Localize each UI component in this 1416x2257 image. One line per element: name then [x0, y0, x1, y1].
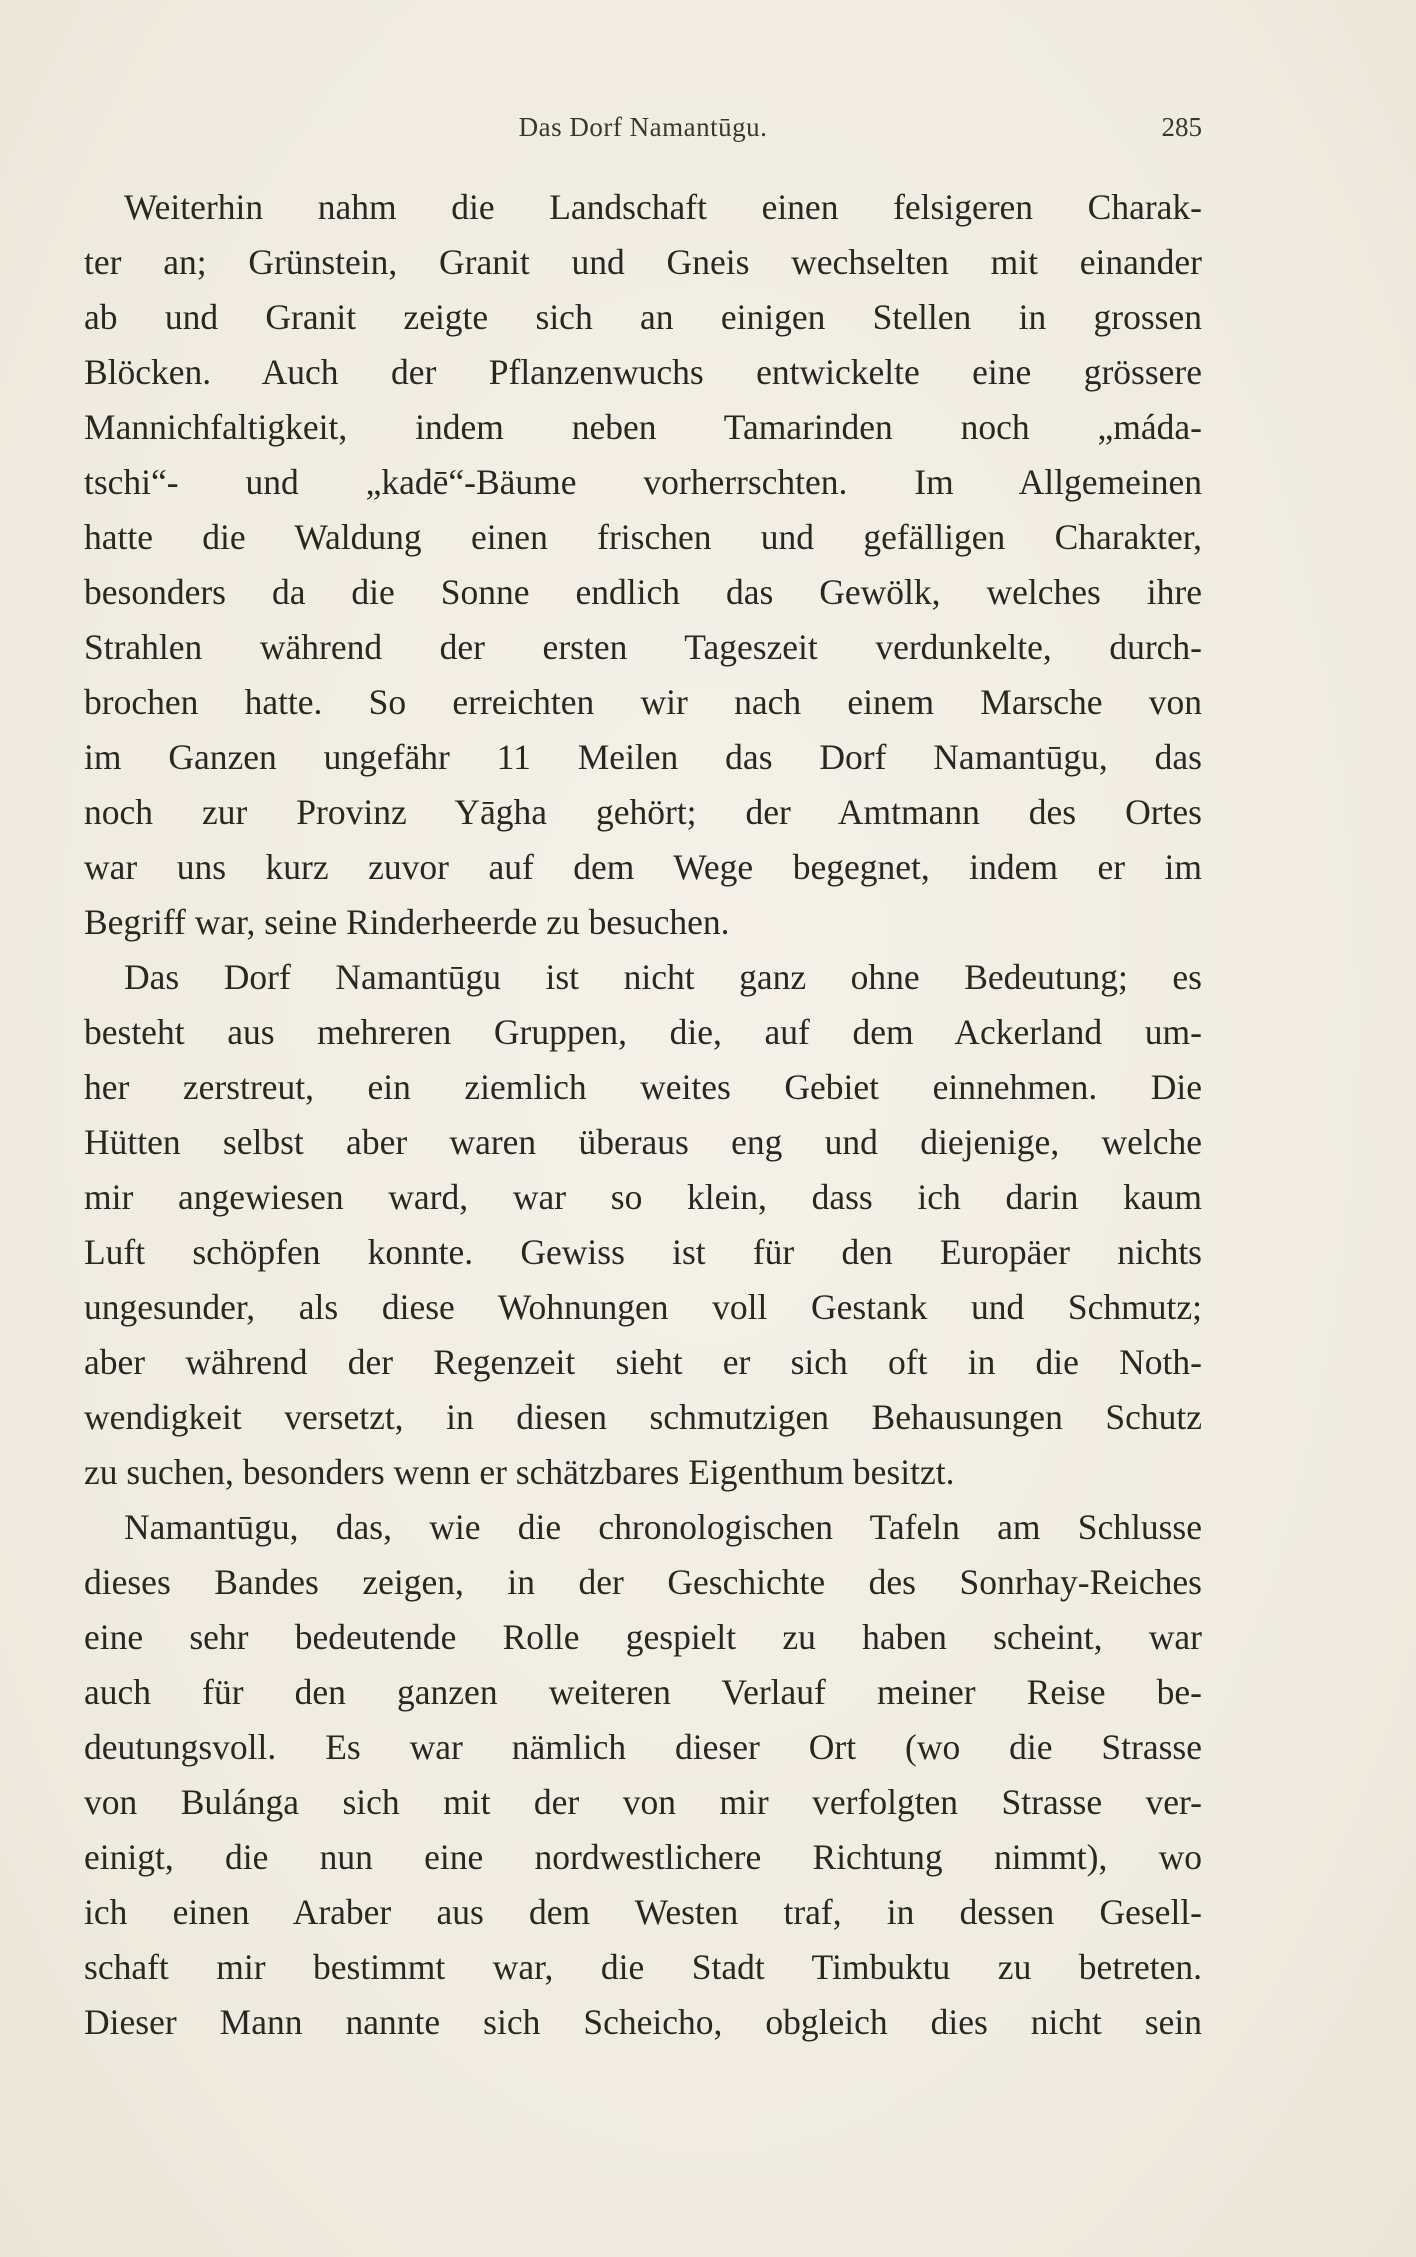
body-text [84, 180, 1202, 2050]
text-line: Begriff war, seine Rinderheerde zu besuchen. [84, 902, 730, 942]
text-line: schaft mir bestimmt war, die Stadt Timbuktu zu betreten. [84, 1947, 1202, 1987]
text-line: besonders da die Sonne endlich das Gewölk, welches ihre [84, 572, 1202, 612]
text-line: von Bulánga sich mit der von mir verfolgten Strasse ver- [84, 1782, 1202, 1822]
text-line: Blöcken. Auch der Pflanzenwuchs entwickelte eine grössere [84, 352, 1202, 392]
text-line: zu suchen, besonders wenn er schätzbares Eigenthum besitzt. [84, 1452, 955, 1492]
text-line: ich einen Araber aus dem Westen traf, in dessen Gesell- [84, 1892, 1202, 1932]
text-line: noch zur Provinz Yāgha gehört; der Amtmann des Ortes [84, 792, 1202, 832]
text-line: Namantūgu, das, wie die chronologischen Tafeln am Schlusse [124, 1507, 1202, 1547]
text-line: ter an; Grünstein, Granit und Gneis wechselten mit einander [84, 242, 1202, 282]
text-line: hatte die Waldung einen frischen und gefälligen Charakter, [84, 517, 1202, 557]
page-number: 285 [1161, 112, 1202, 142]
text-line: Dieser Mann nannte sich Scheicho, obgleich dies nicht sein [84, 2002, 1202, 2042]
text-line: tschi“- und „kadē“-Bäume vorherrschten. Im Allgemeinen [84, 462, 1202, 502]
text-line: dieses Bandes zeigen, in der Geschichte des Sonrhay-Reiches [84, 1562, 1202, 1602]
text-line: Mannichfaltigkeit, indem neben Tamarinden noch „máda- [84, 407, 1202, 447]
text-line: her zerstreut, ein ziemlich weites Gebiet einnehmen. Die [84, 1067, 1202, 1107]
text-line: ab und Granit zeigte sich an einigen Stellen in grossen [84, 297, 1202, 337]
text-line: mir angewiesen ward, war so klein, dass ich darin kaum [84, 1177, 1202, 1217]
text-line: einigt, die nun eine nordwestlichere Richtung nimmt), wo [84, 1837, 1202, 1877]
running-title: Das Dorf Namantūgu. [518, 112, 768, 142]
text-line: deutungsvoll. Es war nämlich dieser Ort (wo die Strasse [84, 1727, 1202, 1767]
text-line: Luft schöpfen konnte. Gewiss ist für den Europäer nichts [84, 1232, 1202, 1272]
text-line: brochen hatte. So erreichten wir nach einem Marsche von [84, 682, 1202, 722]
text-line: ungesunder, als diese Wohnungen voll Gestank und Schmutz; [84, 1287, 1202, 1327]
text-line: Strahlen während der ersten Tageszeit verdunkelte, durch- [84, 627, 1202, 667]
text-line: im Ganzen ungefähr 11 Meilen das Dorf Namantūgu, das [84, 737, 1202, 777]
text-line: besteht aus mehreren Gruppen, die, auf dem Ackerland um- [84, 1012, 1202, 1052]
text-line: wendigkeit versetzt, in diesen schmutzigen Behausungen Schutz [84, 1397, 1202, 1437]
text-line: Weiterhin nahm die Landschaft einen felsigeren Charak- [124, 187, 1202, 227]
text-line: aber während der Regenzeit sieht er sich oft in die Noth- [84, 1342, 1202, 1382]
text-line: Hütten selbst aber waren überaus eng und diejenige, welche [84, 1122, 1202, 1162]
text-line: Das Dorf Namantūgu ist nicht ganz ohne Bedeutung; es [124, 957, 1202, 997]
running-head [84, 112, 1202, 152]
text-line: war uns kurz zuvor auf dem Wege begegnet, indem er im [84, 847, 1202, 887]
text-line: auch für den ganzen weiteren Verlauf meiner Reise be- [84, 1672, 1202, 1712]
text-line: eine sehr bedeutende Rolle gespielt zu haben scheint, war [84, 1617, 1202, 1657]
